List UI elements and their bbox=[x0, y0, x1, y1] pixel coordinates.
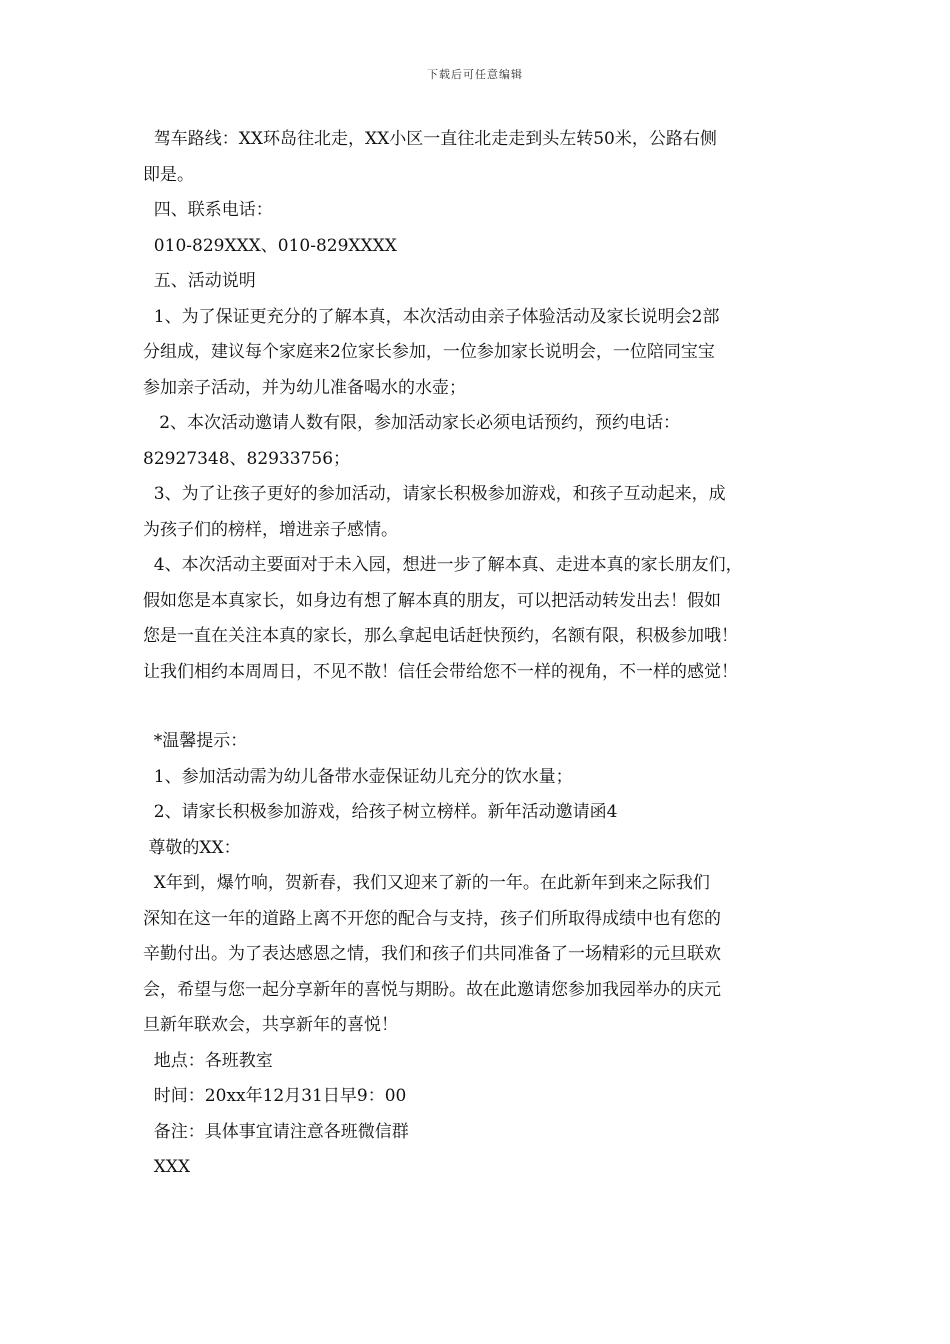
page-header: 下载后可任意编辑 bbox=[427, 68, 523, 81]
text-line: 3、为了让孩子更好的参加活动，请家长积极参加游戏，和孩子互动起来，成 bbox=[143, 484, 726, 504]
text-line: 分组成，建议每个家庭来2位家长参加，一位参加家长说明会，一位陪同宝宝 bbox=[143, 342, 715, 362]
text-line: *温馨提示： bbox=[143, 731, 248, 751]
invitation-section bbox=[143, 724, 823, 1186]
text-line: 辛勤付出。为了表达感恩之情，我们和孩子们共同准备了一场精彩的元旦联欢 bbox=[143, 944, 721, 964]
text-line: 驾车路线：XX环岛往北走，XX小区一直往北走走到头左转50米，公路右侧 bbox=[143, 129, 717, 149]
text-line: 旦新年联欢会，共享新年的喜悦！ bbox=[143, 1015, 398, 1035]
text-line: 即是。 bbox=[143, 164, 194, 185]
text-line: 您是一直在关注本真的家长，那么拿起电话赶快预约，名额有限，积极参加哦！ bbox=[143, 626, 738, 646]
text-line: 时间：20xx年12月31日早9：00 bbox=[143, 1086, 407, 1106]
text-line: XXX bbox=[143, 1157, 191, 1177]
text-line: 参加亲子活动，并为幼儿准备喝水的水壶； bbox=[143, 377, 466, 398]
activity-notes-section bbox=[143, 122, 823, 690]
text-line: 1、为了保证更充分的了解本真，本次活动由亲子体验活动及家长说明会2部 bbox=[143, 306, 720, 327]
text-line: 备注：具体事宜请注意各班微信群 bbox=[143, 1121, 409, 1142]
text-line: 会，希望与您一起分享新年的喜悦与期盼。故在此邀请您参加我园举办的庆元 bbox=[143, 979, 721, 1000]
text-line: 四、联系电话： bbox=[143, 200, 273, 220]
text-line: 2、本次活动邀请人数有限，参加活动家长必须电话预约，预约电话： bbox=[143, 413, 681, 433]
text-line: 010-829XXX、010-829XXXX bbox=[143, 235, 397, 256]
text-line: 4、本次活动主要面对于未入园，想进一步了解本真、走进本真的家长朋友们， bbox=[143, 555, 743, 575]
text-line: 地点：各班教室 bbox=[143, 1050, 273, 1071]
text-line: X年到，爆竹响，贺新春，我们又迎来了新的一年。在此新年到来之际我们 bbox=[143, 873, 710, 893]
text-line: 假如您是本真家长，如身边有想了解本真的朋友，可以把活动转发出去！假如 bbox=[143, 590, 721, 611]
text-line: 尊敬的XX： bbox=[143, 837, 241, 858]
text-line: 1、参加活动需为幼儿备带水壶保证幼儿充分的饮水量； bbox=[143, 766, 573, 787]
document-body bbox=[143, 122, 823, 1186]
text-line: 让我们相约本周周日，不见不散！信任会带给您不一样的视角，不一样的感觉！ bbox=[143, 661, 738, 682]
text-line: 2、请家长积极参加游戏，给孩子树立榜样。新年活动邀请函4 bbox=[143, 802, 618, 822]
text-line: 五、活动说明 bbox=[143, 271, 256, 291]
text-line: 为孩子们的榜样，增进亲子感情。 bbox=[143, 519, 398, 540]
section-gap bbox=[143, 690, 823, 724]
text-line: 82927348、82933756； bbox=[143, 448, 351, 469]
text-line: 深知在这一年的道路上离不开您的配合与支持，孩子们所取得成绩中也有您的 bbox=[143, 908, 721, 929]
